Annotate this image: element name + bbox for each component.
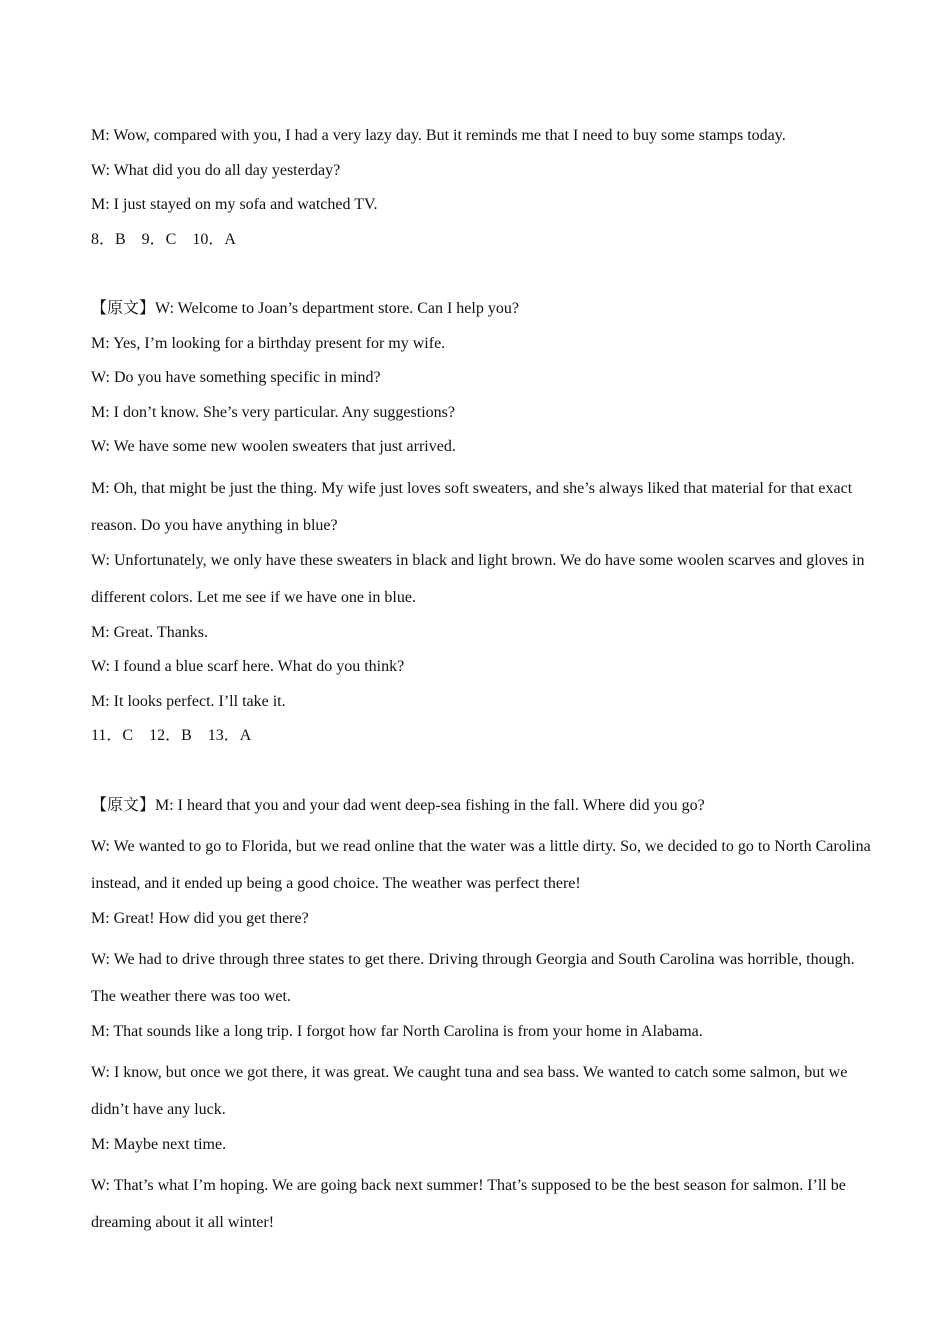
answer-key: 11．C 12．B 13．A [91,727,252,744]
transcript-start-line: 【原文】W: Welcome to Joan’s department store. Can I help you? [91,300,519,317]
dialogue-line: M: I just stayed on my sofa and watched TV. [91,196,378,213]
dialogue-line: M: Maybe next time. [91,1135,227,1153]
dialogue-line: W: Do you have something specific in mind? [91,369,381,386]
dialogue-line: W: I know, but once we got there, it was great. We caught tuna and sea bass. We wanted to catch some salmon, but we didn’t have any luck. [91,1064,848,1118]
dialogue-line: M: I don’t know. She’s very particular. Any suggestions? [91,403,455,421]
dialogue-line: W: That’s what I’m hoping. We are going back next summer! That’s supposed to be the best season for salmon. I’ll be dreaming about it all winter! [91,1177,846,1231]
section-gap [91,262,871,297]
dialogue-line: W: What did you do all day yesterday? [91,161,341,179]
dialogue-line: M: Great! How did you get there? [91,909,309,927]
answer-key: 8．B 9．C 10．A [91,230,236,248]
dialogue-line: W: Unfortunately, we only have these sweaters in black and light brown. We do have some woolen scarves and gloves in different colors. Let me see if we have one in blue. [91,552,865,606]
dialogue-line: M: Wow, compared with you, I had a very lazy day. But it reminds me that I need to buy some stamps today. [91,127,786,144]
dialogue-line: M: Great. Thanks. [91,623,209,641]
transcript-start-line: 【原文】M: I heard that you and your dad went deep-sea fishing in the fall. Where did you go? [91,796,705,814]
dialogue-line: M: Oh, that might be just the thing. My wife just loves soft sweaters, and she’s always liked that material for that exact reason. Do you have anything in blue? [91,479,853,534]
dialogue-line: M: That sounds like a long trip. I forgot how far North Carolina is from your home in Alabama. [91,1022,703,1040]
section-gap [91,759,871,794]
dialogue-line: M: Yes, I’m looking for a birthday present for my wife. [91,334,446,352]
dialogue-line: W: We have some new woolen sweaters that just arrived. [91,438,456,455]
dialogue-line: W: We wanted to go to Florida, but we read online that the water was a little dirty. So, we decided to go to North Carolina instead, and it ended up being a good choice. The weather was perfect there! [91,838,871,892]
document-page [91,124,871,1246]
dialogue-line: M: It looks perfect. I’ll take it. [91,692,286,710]
dialogue-line: W: We had to drive through three states to get there. Driving through Georgia and South Carolina was horrible, though. The weather there was too wet. [91,951,855,1005]
dialogue-line: W: I found a blue scarf here. What do you think? [91,658,405,675]
